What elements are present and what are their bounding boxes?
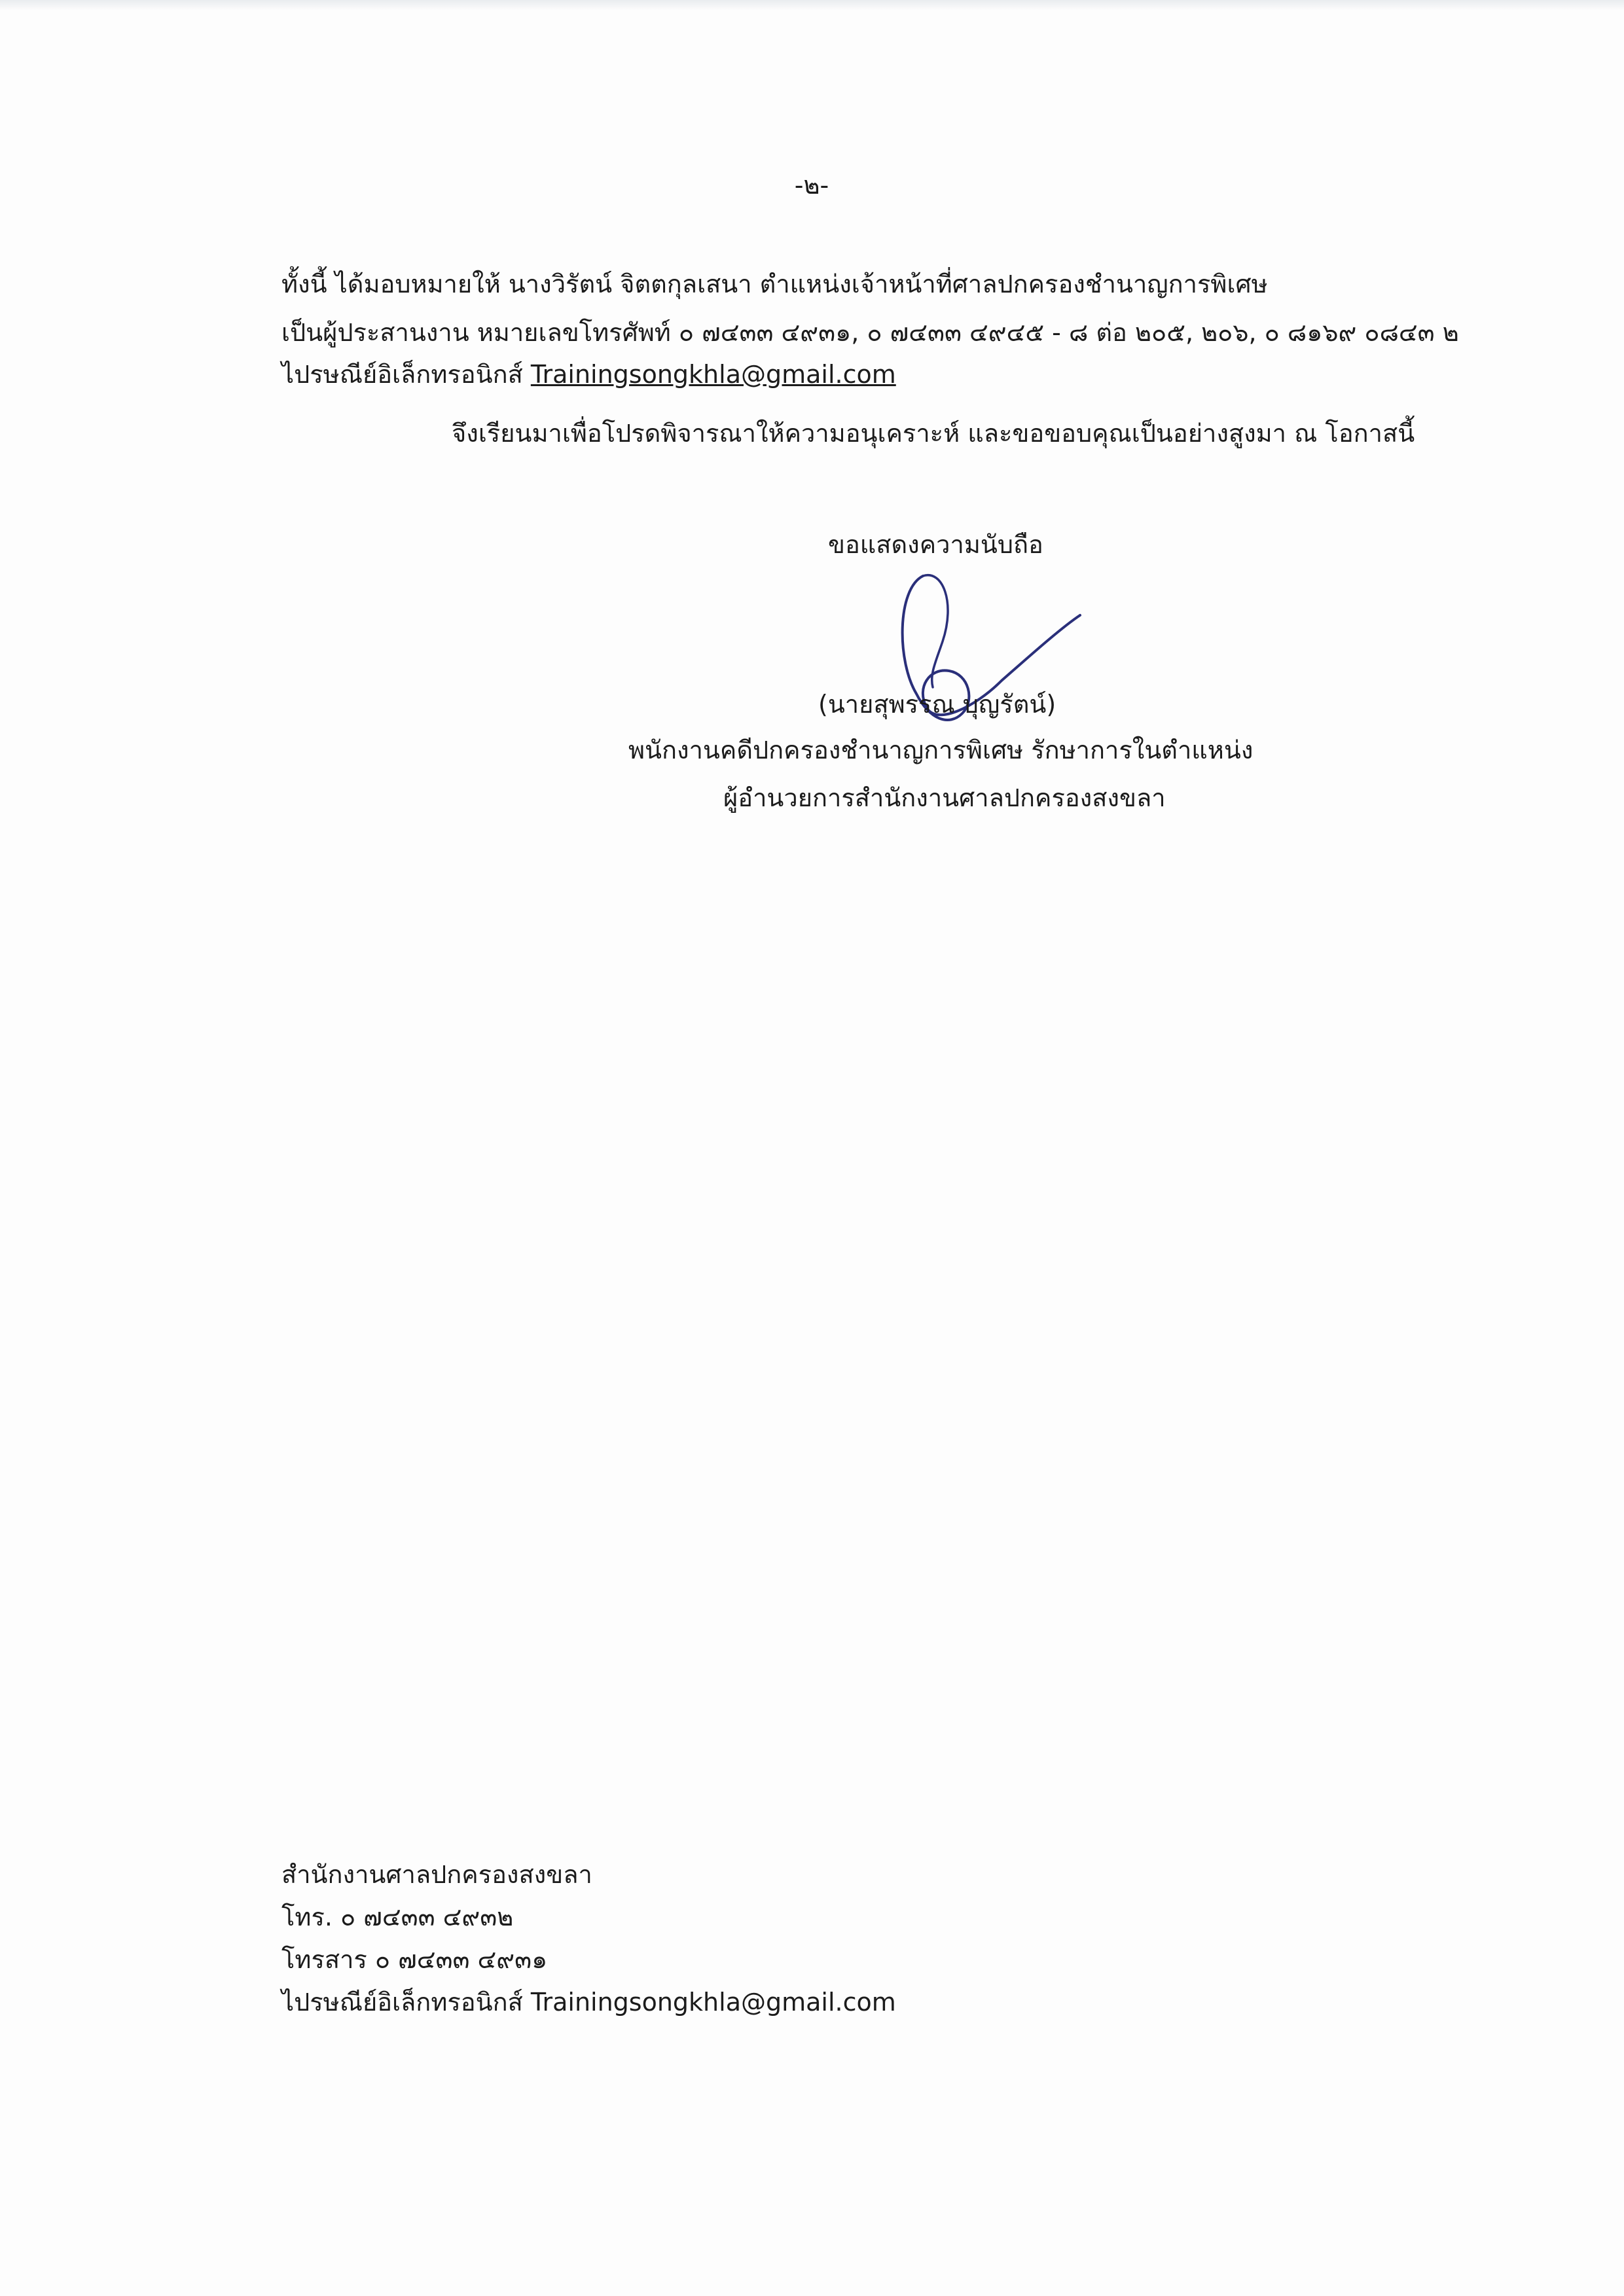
body-line-1: ทั้งนี้ ได้มอบหมายให้ นางวิรัตน์ จิตตกุลเสนา ตำแหน่งเจ้าหน้าที่ศาลปกครองชำนาญการพิเศษ xyxy=(281,270,1268,298)
footer-office: สำนักงานศาลปกครองสงขลา xyxy=(281,1860,592,1889)
body-line-3 xyxy=(281,359,896,390)
footer-telephone: โทร. ๐ ๗๔๓๓ ๔๙๓๒ xyxy=(281,1903,514,1931)
signer-name: (นายสุพรรณ บุญรัตน์) xyxy=(818,690,1056,719)
footer-fax: โทรสาร ๐ ๗๔๓๓ ๔๙๓๑ xyxy=(281,1945,548,1974)
scan-edge xyxy=(0,0,1624,10)
body-line-2: เป็นผู้ประสานงาน หมายเลขโทรศัพท์ ๐ ๗๔๓๓ ๔๙๓๑, ๐ ๗๔๓๓ ๔๙๔๕ - ๘ ต่อ ๒๐๕, ๒๐๖, ๐ ๘๑๖๙ ๐๘๔๓ ๒ xyxy=(281,318,1459,347)
page-number: -๒- xyxy=(794,171,829,200)
email-link[interactable]: Trainingsongkhla@gmail.com xyxy=(530,360,896,389)
signer-position-1: พนักงานคดีปกครองชำนาญการพิเศษ รักษาการในตำแหน่ง xyxy=(628,736,1254,764)
footer-email: ไปรษณีย์อิเล็กทรอนิกส์ Trainingsongkhla@gmail.com xyxy=(281,1988,896,2017)
closing-salutation: ขอแสดงความนับถือ xyxy=(828,530,1043,559)
email-label: ไปรษณีย์อิเล็กทรอนิกส์ xyxy=(281,360,531,389)
signer-position-2: ผู้อำนวยการสำนักงานศาลปกครองสงขลา xyxy=(723,783,1166,812)
body-line-4: จึงเรียนมาเพื่อโปรดพิจารณาให้ความอนุเคราะห์ และขอขอบคุณเป็นอย่างสูงมา ณ โอกาสนี้ xyxy=(452,419,1415,448)
signature-image xyxy=(871,563,1087,753)
